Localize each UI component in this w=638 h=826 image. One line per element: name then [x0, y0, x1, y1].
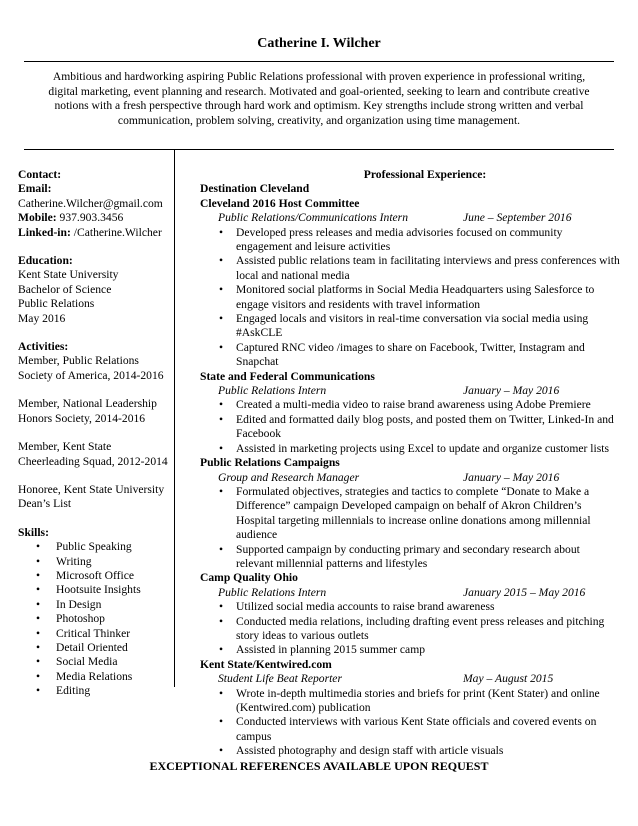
- left-column: [18, 168, 172, 699]
- skill-item: • Microsoft Office: [18, 569, 172, 583]
- duty-item: • Formulated objectives, strategies and tactics to complete “Donate to Make a Difference” campaign Developed campaign on behalf of Akron Children’s Hospital targeting millennials to increase online donations among millennial audience: [200, 485, 620, 543]
- experience-entry: [200, 658, 620, 759]
- skills-list: [18, 540, 172, 698]
- duty-item: • Edited and formatted daily blog posts, and posted them on Twitter, Linked-In and Facebook: [200, 413, 620, 442]
- linkedin-label: Linked-in:: [18, 225, 71, 239]
- duties-list: [200, 600, 620, 658]
- skill-item: • Critical Thinker: [18, 627, 172, 641]
- skill-item: • Detail Oriented: [18, 641, 172, 655]
- duties-list: [200, 687, 620, 759]
- duty-item: • Captured RNC video /images to share on Facebook, Twitter, Instagram and Snapchat: [200, 341, 620, 370]
- activities-heading: Activities:: [18, 340, 69, 354]
- summary-paragraph: Ambitious and hardworking aspiring Public Relations professional with proven experience in professional writing, digital marketing, event planning and research. Motivated and goal-oriented, seeking to learn and contribute creative notions with a fresh perspective through hard work and optimism. Key strengths include strong written and verbal communication, problem solving, creativity, and organization using time management.: [48, 70, 590, 127]
- contact-heading: Contact:: [18, 168, 62, 181]
- duty-item: • Supported campaign by conducting primary and secondary research about relevant millennial patterns and lifestyles: [200, 543, 620, 572]
- duty-item: • Utilized social media accounts to raise brand awareness: [200, 600, 620, 614]
- role-line: [200, 586, 620, 600]
- activity-line: Member, Public Relations: [18, 354, 139, 368]
- email-address[interactable]: Catherine.Wilcher@gmail.com: [18, 196, 163, 210]
- organization-name: Cleveland 2016 Host Committee: [200, 196, 360, 210]
- skill-item: • Media Relations: [18, 670, 172, 684]
- mobile-number: 937.903.3456: [56, 211, 124, 225]
- role-line: [200, 384, 620, 398]
- role-dates: January 2015 – May 2016: [463, 585, 586, 599]
- resume-name: Catherine I. Wilcher: [257, 36, 381, 51]
- experience-entries: [200, 182, 620, 758]
- duty-item: • Assisted public relations team in facilitating interviews and press conferences with local and national media: [200, 254, 620, 283]
- activity-line: Dean’s List: [18, 497, 72, 511]
- duty-item: • Monitored social platforms in Social Media Headquarters using Salesforce to engage visitors and residents with travel information: [200, 283, 620, 312]
- skills-heading: Skills:: [18, 525, 49, 539]
- skill-item: • Social Media: [18, 655, 172, 669]
- duty-item: • Assisted photography and design staff with article visuals: [200, 744, 620, 758]
- role-title: Public Relations/Communications Intern: [218, 211, 408, 225]
- organization-name: Kent State/Kentwired.com: [200, 657, 332, 671]
- duty-item: • Developed press releases and media advisories focused on community engagement and leisure activities: [200, 226, 620, 255]
- duties-list: [200, 398, 620, 456]
- role-title: Group and Research Manager: [218, 470, 360, 484]
- skill-item: • Writing: [18, 555, 172, 569]
- organization-name: Camp Quality Ohio: [200, 571, 298, 585]
- role-title: Public Relations Intern: [218, 585, 327, 599]
- role-line: [200, 471, 620, 485]
- experience-entry: [200, 370, 620, 456]
- activity-line: Member, Kent State: [18, 440, 112, 454]
- duty-item: • Conducted media relations, including drafting event press releases and pitching story ideas to various outlets: [200, 615, 620, 644]
- skills-section: [18, 526, 172, 699]
- skill-item: • Hootsuite Insights: [18, 583, 172, 597]
- duty-item: • Conducted interviews with various Kent State officials and covered events on campus: [200, 715, 620, 744]
- education-line: Public Relations: [18, 297, 95, 311]
- role-dates: June – September 2016: [463, 211, 572, 225]
- skill-item: • Photoshop: [18, 612, 172, 626]
- organization-name: Public Relations Campaigns: [200, 456, 340, 470]
- duty-item: • Assisted in marketing projects using Excel to update and organize customer lists: [200, 442, 620, 456]
- education-line: Kent State University: [18, 268, 119, 282]
- header-rule: [24, 61, 614, 62]
- experience-entry: [200, 182, 620, 369]
- duty-item: • Wrote in-depth multimedia stories and briefs for print (Kent Stater) and online (Kentwired.com) publication: [200, 687, 620, 716]
- role-title: Student Life Beat Reporter: [218, 672, 342, 686]
- experience-entry: [200, 456, 620, 571]
- education-line: May 2016: [18, 311, 66, 325]
- references-footer: EXCEPTIONAL REFERENCES AVAILABLE UPON REQUEST: [149, 759, 489, 773]
- activity-line: Society of America, 2014-2016: [18, 368, 164, 382]
- experience-heading: Professional Experience:: [363, 168, 487, 181]
- duty-item: • Created a multi-media video to raise brand awareness using Adobe Premiere: [200, 398, 620, 412]
- activity-line: Honoree, Kent State University: [18, 482, 165, 496]
- role-line: [200, 672, 620, 686]
- organization-name: Destination Cleveland: [200, 182, 310, 196]
- activity-line: Cheerleading Squad, 2012-2014: [18, 454, 168, 468]
- mobile-label: Mobile:: [18, 211, 57, 225]
- skill-item: • In Design: [18, 598, 172, 612]
- skill-item: • Public Speaking: [18, 540, 172, 554]
- column-divider: [174, 150, 175, 687]
- email-label: Email:: [18, 182, 52, 196]
- activities-section: [18, 340, 172, 512]
- mobile-line: [18, 211, 172, 225]
- role-dates: January – May 2016: [463, 384, 560, 398]
- right-column: [200, 168, 620, 759]
- role-dates: May – August 2015: [463, 672, 554, 686]
- activity-line: Honors Society, 2014-2016: [18, 411, 146, 425]
- role-line: [200, 211, 620, 225]
- role-dates: January – May 2016: [463, 470, 560, 484]
- education-section: [18, 254, 172, 326]
- activity-item: [18, 354, 172, 383]
- organization-name: State and Federal Communications: [200, 369, 375, 383]
- activity-item: [18, 483, 172, 512]
- activity-line: Member, National Leadership: [18, 397, 157, 411]
- linkedin-handle: /Catherine.Wilcher: [70, 225, 162, 239]
- education-line: Bachelor of Science: [18, 282, 112, 296]
- duty-item: • Assisted in planning 2015 summer camp: [200, 643, 620, 657]
- section-rule: [24, 149, 614, 150]
- skill-item: • Editing: [18, 684, 172, 698]
- role-title: Public Relations Intern: [218, 384, 327, 398]
- duty-item: • Engaged locals and visitors in real-time conversation via social media using #AskCLE: [200, 312, 620, 341]
- activity-item: [18, 397, 172, 426]
- linkedin-line: [18, 226, 172, 240]
- contact-section: [18, 168, 172, 240]
- duties-list: [200, 226, 620, 370]
- experience-entry: [200, 571, 620, 657]
- activity-item: [18, 440, 172, 469]
- duties-list: [200, 485, 620, 571]
- education-heading: Education:: [18, 254, 73, 268]
